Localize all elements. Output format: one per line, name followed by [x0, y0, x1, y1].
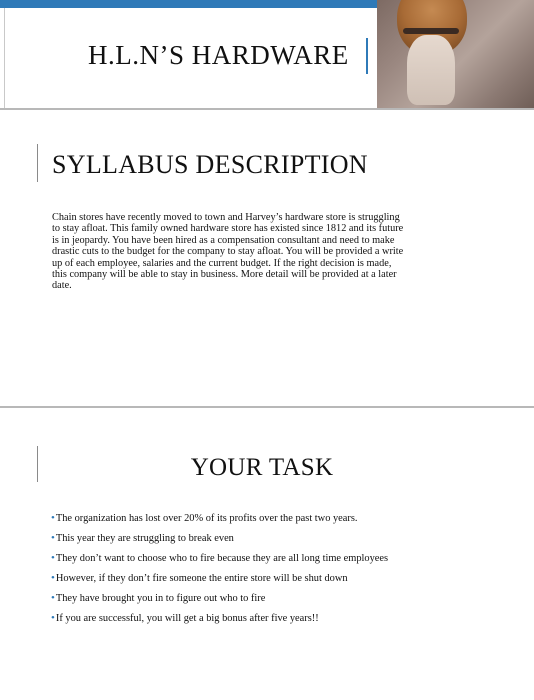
syllabus-line: up of each employee, salaries and the current budget. If the right decision is made,	[52, 257, 392, 269]
list-item: •They don’t want to choose who to fire because they are all long time employees	[51, 552, 389, 564]
list-item: •They have brought you in to figure out who to fire	[51, 592, 266, 604]
syllabus-line: Chain stores have recently moved to town and Harvey’s hardware store is struggling	[52, 212, 400, 223]
syllabus-line: to stay afloat. This family owned hardware store has existed since 1812 and its future	[52, 223, 404, 235]
syllabus-body	[52, 212, 472, 292]
list-item: •The organization has lost over 20% of its profits over the past two years.	[51, 512, 358, 524]
text-cursor	[366, 38, 368, 74]
bullet-icon: •	[51, 512, 55, 524]
slide-divider	[0, 406, 534, 408]
syllabus-line: drastic cuts to the budget for the company to stay afloat. You will be provided a write	[52, 246, 404, 258]
syllabus-line: this company will be able to stay in business. More detail will be provided at a later	[52, 269, 397, 281]
syllabus-line: date.	[52, 280, 72, 292]
dog-photo	[377, 0, 534, 108]
task-slide	[0, 410, 534, 700]
list-item: •However, if they don’t fire someone the entire store will be shut down	[51, 572, 348, 584]
bullet-icon: •	[51, 532, 55, 544]
dog-collar	[403, 28, 459, 34]
store-title: H.L.N’S HARDWARE	[88, 40, 349, 70]
bullet-icon: •	[51, 572, 55, 584]
task-heading: YOUR TASK	[190, 454, 334, 481]
bullet-icon: •	[51, 552, 55, 564]
dog-chest	[407, 35, 455, 105]
bullet-icon: •	[51, 612, 55, 624]
syllabus-heading: SYLLABUS DESCRIPTION	[52, 150, 368, 179]
syllabus-slide	[0, 110, 534, 406]
slide-left-edge	[4, 8, 5, 108]
bullet-icon: •	[51, 592, 55, 604]
heading-marker	[37, 144, 38, 182]
list-item: •This year they are struggling to break even	[51, 532, 234, 544]
list-item: •If you are successful, you will get a big bonus after five years!!	[51, 612, 319, 624]
syllabus-line: is in jeopardy. You have been hired as a compensation consultant and need to make	[52, 234, 395, 246]
task-bullet-list	[51, 511, 388, 631]
title-slide	[0, 0, 534, 108]
